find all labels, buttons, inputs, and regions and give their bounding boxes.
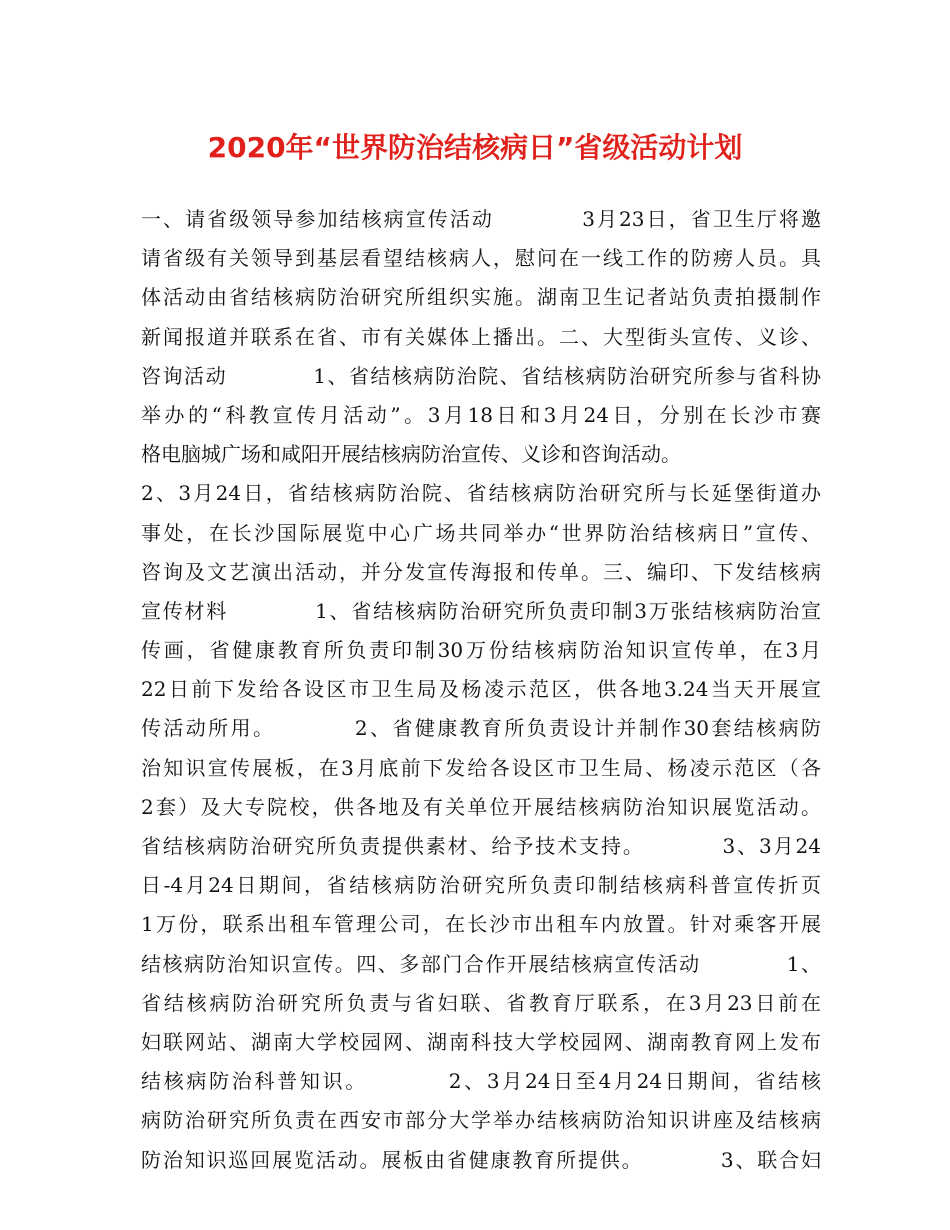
text-line: 宣传材料 1、省结核病防治研究所负责印制3万张结核病防治宣 [141, 598, 821, 623]
text-line: 请省级有关领导到基层看望结核病人，慰问在一线工作的防痨人员。具 [141, 246, 821, 271]
text-line: 治知识宣传展板，在3月底前下发给各设区市卫生局、杨凌示范区（各 [141, 755, 821, 780]
text-line: 传画，省健康教育所负责印制30万份结核病防治知识宣传单，在3月 [141, 638, 821, 663]
text-line: 妇联网站、湖南大学校园网、湖南科技大学校园网、湖南教育网上发布 [141, 1029, 821, 1054]
text-line: 事处，在长沙国际展览中心广场共同举办“世界防治结核病日”宣传、 [141, 520, 821, 545]
text-line: 省结核病防治研究所负责与省妇联、省教育厅联系，在3月23日前在 [141, 990, 821, 1015]
text-line: 结核病防治知识宣传。四、多部门合作开展结核病宣传活动 1、 [141, 951, 821, 976]
text-line: 2套）及大专院校，供各地及有关单位开展结核病防治知识展览活动。 [141, 794, 821, 819]
text-line: 咨询活动 1、省结核病防治院、省结核病防治研究所参与省科协 [141, 363, 821, 388]
text-line: 格电脑城广场和咸阳开展结核病防治宣传、义诊和咨询活动。 [141, 442, 681, 467]
text-line: 病防治研究所负责在西安市部分大学举办结核病防治知识讲座及结核病 [141, 1108, 821, 1133]
text-line: 传活动所用。 2、省健康教育所负责设计并制作30套结核病防 [141, 716, 821, 741]
text-line: 1万份，联系出租车管理公司，在长沙市出租车内放置。针对乘客开展 [141, 912, 821, 937]
text-line: 结核病防治科普知识。 2、3月24日至4月24日期间，省结核 [141, 1069, 821, 1094]
text-line: 新闻报道并联系在省、市有关媒体上播出。二、大型街头宣传、义诊、 [141, 324, 821, 349]
text-line: 举办的“科教宣传月活动”。3月18日和3月24日，分别在长沙市赛 [141, 402, 821, 427]
text-line: 体活动由省结核病防治研究所组织实施。湖南卫生记者站负责拍摄制作 [141, 285, 821, 310]
text-line: 日-4月24日期间，省结核病防治研究所负责印制结核病科普宣传折页 [141, 873, 821, 898]
text-line: 省结核病防治研究所负责提供素材、给予技术支持。 3、3月24 [141, 834, 821, 858]
text-line: 22日前下发给各设区市卫生局及杨凌示范区，供各地3.24当天开展宣 [141, 677, 821, 702]
text-line: 一、请省级领导参加结核病宣传活动 3月23日，省卫生厅将邀 [141, 207, 821, 231]
text-line: 咨询及文艺演出活动，并分发宣传海报和传单。三、编印、下发结核病 [141, 559, 821, 584]
document-body [141, 200, 821, 1180]
text-line: 2、3月24日，省结核病防治院、省结核病防治研究所与长延堡街道办 [141, 481, 821, 506]
document-title: 2020年“世界防治结核病日”省级活动计划 [207, 131, 743, 164]
text-line: 防治知识巡回展览活动。展板由省健康教育所提供。 3、联合妇 [141, 1147, 821, 1172]
